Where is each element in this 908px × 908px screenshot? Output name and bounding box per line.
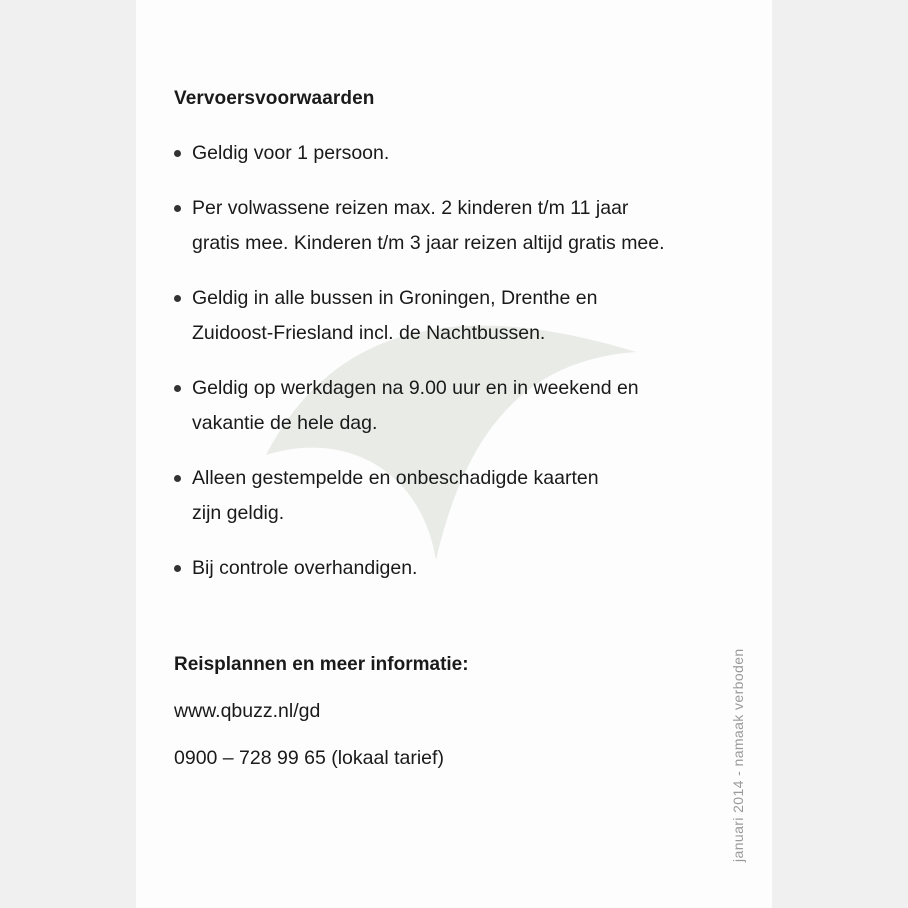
info-section — [174, 654, 469, 770]
bullet-icon — [174, 205, 181, 212]
bullet-icon — [174, 295, 181, 302]
bullet-icon — [174, 565, 181, 572]
condition-text: Zuidoost-Friesland incl. de Nachtbussen. — [192, 322, 546, 344]
website-text: www.qbuzz.nl/gd — [174, 700, 321, 722]
condition-item — [174, 371, 754, 441]
condition-item — [174, 551, 754, 586]
condition-text: zijn geldig. — [192, 502, 285, 524]
condition-text: vakantie de hele dag. — [192, 412, 378, 434]
side-note: januari 2014 - namaak verboden — [730, 648, 746, 862]
condition-text: Geldig in alle bussen in Groningen, Drenthe en — [192, 287, 598, 309]
condition-item — [174, 281, 754, 351]
condition-item — [174, 136, 754, 171]
info-heading: Reisplannen en meer informatie: — [174, 654, 469, 675]
condition-text: Per volwassene reizen max. 2 kinderen t/m 11 jaar — [192, 197, 629, 219]
condition-text: Geldig voor 1 persoon. — [192, 142, 390, 164]
condition-text: Bij controle overhandigen. — [192, 557, 418, 579]
condition-item — [174, 191, 754, 261]
ticket-card — [136, 0, 772, 908]
bullet-icon — [174, 385, 181, 392]
conditions-list — [174, 136, 754, 586]
bullet-icon — [174, 475, 181, 482]
condition-text: Alleen gestempelde en onbeschadigde kaarten — [192, 467, 599, 489]
conditions-heading: Vervoersvoorwaarden — [174, 88, 375, 109]
condition-item — [174, 461, 754, 531]
condition-text: gratis mee. Kinderen t/m 3 jaar reizen altijd gratis mee. — [192, 232, 665, 254]
phone-text: 0900 – 728 99 65 (lokaal tarief) — [174, 747, 444, 769]
bullet-icon — [174, 150, 181, 157]
conditions-section — [174, 88, 754, 606]
condition-text: Geldig op werkdagen na 9.00 uur en in weekend en — [192, 377, 639, 399]
